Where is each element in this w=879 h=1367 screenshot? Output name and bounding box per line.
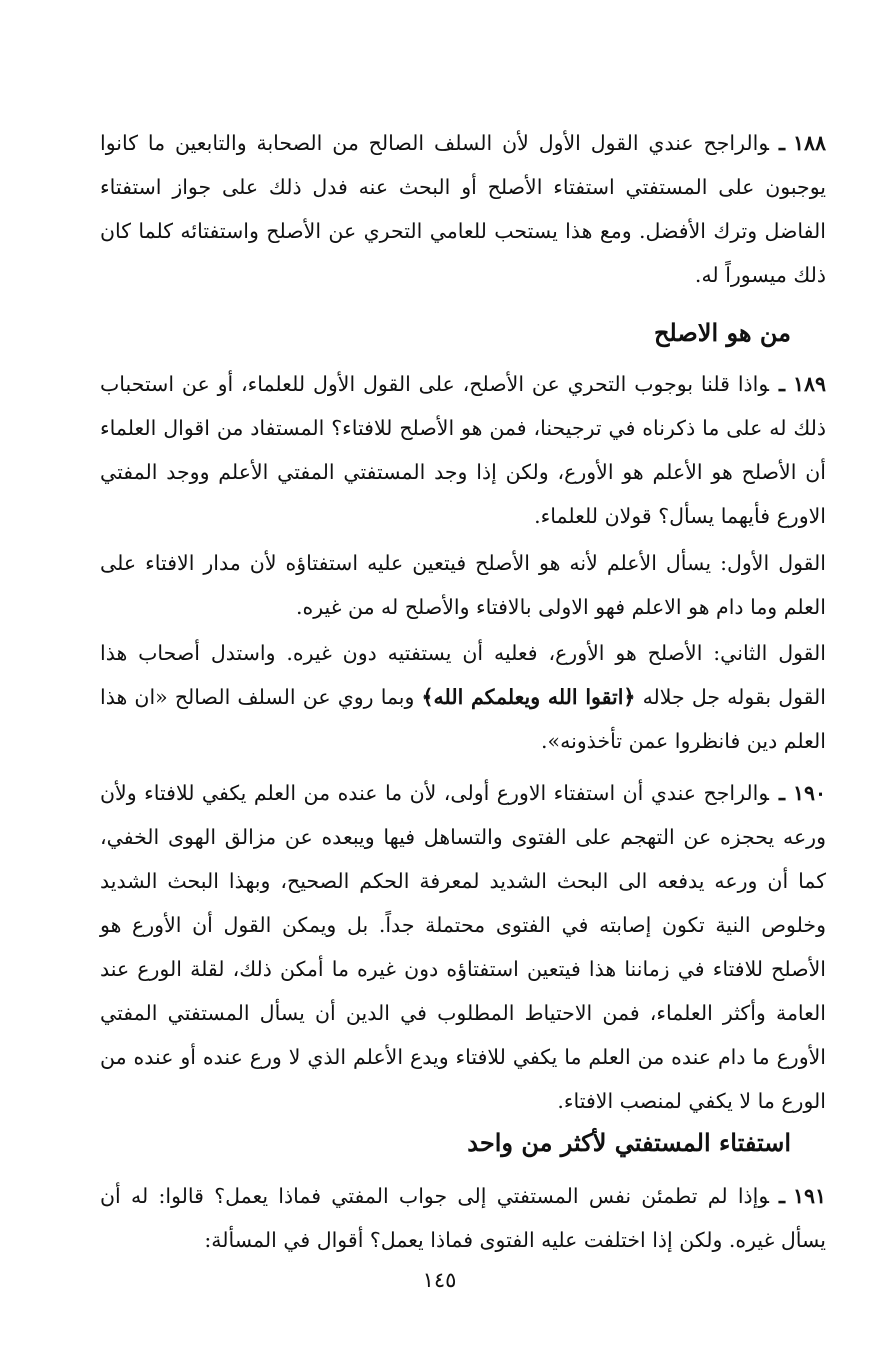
section-heading-who-is-most-suitable: من هو الاصلح — [653, 318, 791, 347]
paragraph-189 — [100, 362, 826, 538]
paragraph-dash: ـ — [778, 1184, 785, 1208]
paragraph-dash: ـ — [778, 372, 785, 396]
first-opinion: القول الأول: يسأل الأعلم لأنه هو الأصلح فيتعين عليه استفتاؤه لأن مدار الافتاء على العلم وما دام هو الاعلم فهو الاولى بالافتاء والأصلح له من غيره. — [100, 551, 826, 619]
paragraph-dash: ـ — [778, 131, 785, 155]
paragraph-number: ١٩٠ — [792, 781, 826, 805]
second-opinion — [100, 631, 826, 763]
quran-verse: ﴿اتقوا الله ويعلمكم الله﴾ — [421, 685, 636, 709]
paragraph-number: ١٩١ — [792, 1184, 826, 1208]
paragraph-190 — [100, 771, 826, 1123]
paragraph-191 — [100, 1174, 826, 1262]
paragraph-text: والراجح عندي القول الأول لأن السلف الصالح من الصحابة والتابعين ما كانوا يوجبون على المستفتي استفتاء الأصلح أو البحث عنه فدل ذلك على جواز استفتاء الفاضل وترك الأفضل. ومع هذا يستحب للعامي التحري عن الأصلح واستفتائه كلما كان ذلك ميسوراً له. — [100, 131, 826, 287]
paragraph-text: وإذا لم تطمئن نفس المستفتي إلى جواب المفتي فماذا يعمل؟ قالوا: له أن يسأل غيره. ولكن إذا اختلفت عليه الفتوى فماذا يعمل؟ أقوال في المسألة: — [100, 1184, 826, 1252]
paragraph-text: والراجح عندي أن استفتاء الاورع أولى، لأن ما عنده من العلم يكفي للافتاء ولأن ورعه يحجزه عن التهجم على الفتوى والتساهل فيها ويبعده عن مزالق الهوى الخفي، كما أن ورعه يدفعه الى البحث الشديد لمعرفة الحكم الصحيح، وبهذا البحث الشديد وخلوص النية تكون إصابته في الفتوى محتملة جداً. بل ويمكن القول أن الأورع هو الأصلح للافتاء في زماننا هذا فيتعين استفتاؤه دون غيره ما أمكن ذلك، لقلة الورع عند العامة وأكثر العلماء، فمن الاحتياط المطلوب في الدين أن يسأل المستفتي المفتي الأورع ما دام عنده من العلم ما يكفي للافتاء ويدع الأعلم الذي لا ورع عنده أو عنده من الورع ما لا يكفي لمنصب الافتاء. — [100, 781, 826, 1113]
second-opinion-text-after: وبما روي عن السلف الصالح «ان هذا العلم دين فانظروا عمن تأخذونه». — [100, 685, 826, 753]
second-opinion-text: القول الثاني: الأصلح هو الأورع، فعليه أن يستفتيه دون غيره. واستدل أصحاب هذا القول بقوله جل جلاله — [100, 641, 826, 709]
paragraph-dash: ـ — [778, 781, 785, 805]
paragraph-number: ١٨٩ — [792, 372, 826, 396]
paragraph-number: ١٨٨ — [792, 131, 826, 155]
page-number: ١٤٥ — [422, 1268, 457, 1292]
paragraph-text: واذا قلنا بوجوب التحري عن الأصلح، على القول الأول للعلماء، أو عن استحباب ذلك له على ما ذكرناه في ترجيحنا، فمن هو الأصلح للافتاء؟ المستفاد من اقوال العلماء أن الأصلح هو الأعلم هو الأورع، ولكن إذا وجد المستفتي المفتي الأعلم ووجد المفتي الاورع فأيهما يسأل؟ قولان للعلماء. — [100, 372, 826, 528]
paragraph-188 — [100, 121, 826, 297]
section-heading-multiple-muftis: استفتاء المستفتي لأكثر من واحد — [467, 1128, 791, 1157]
